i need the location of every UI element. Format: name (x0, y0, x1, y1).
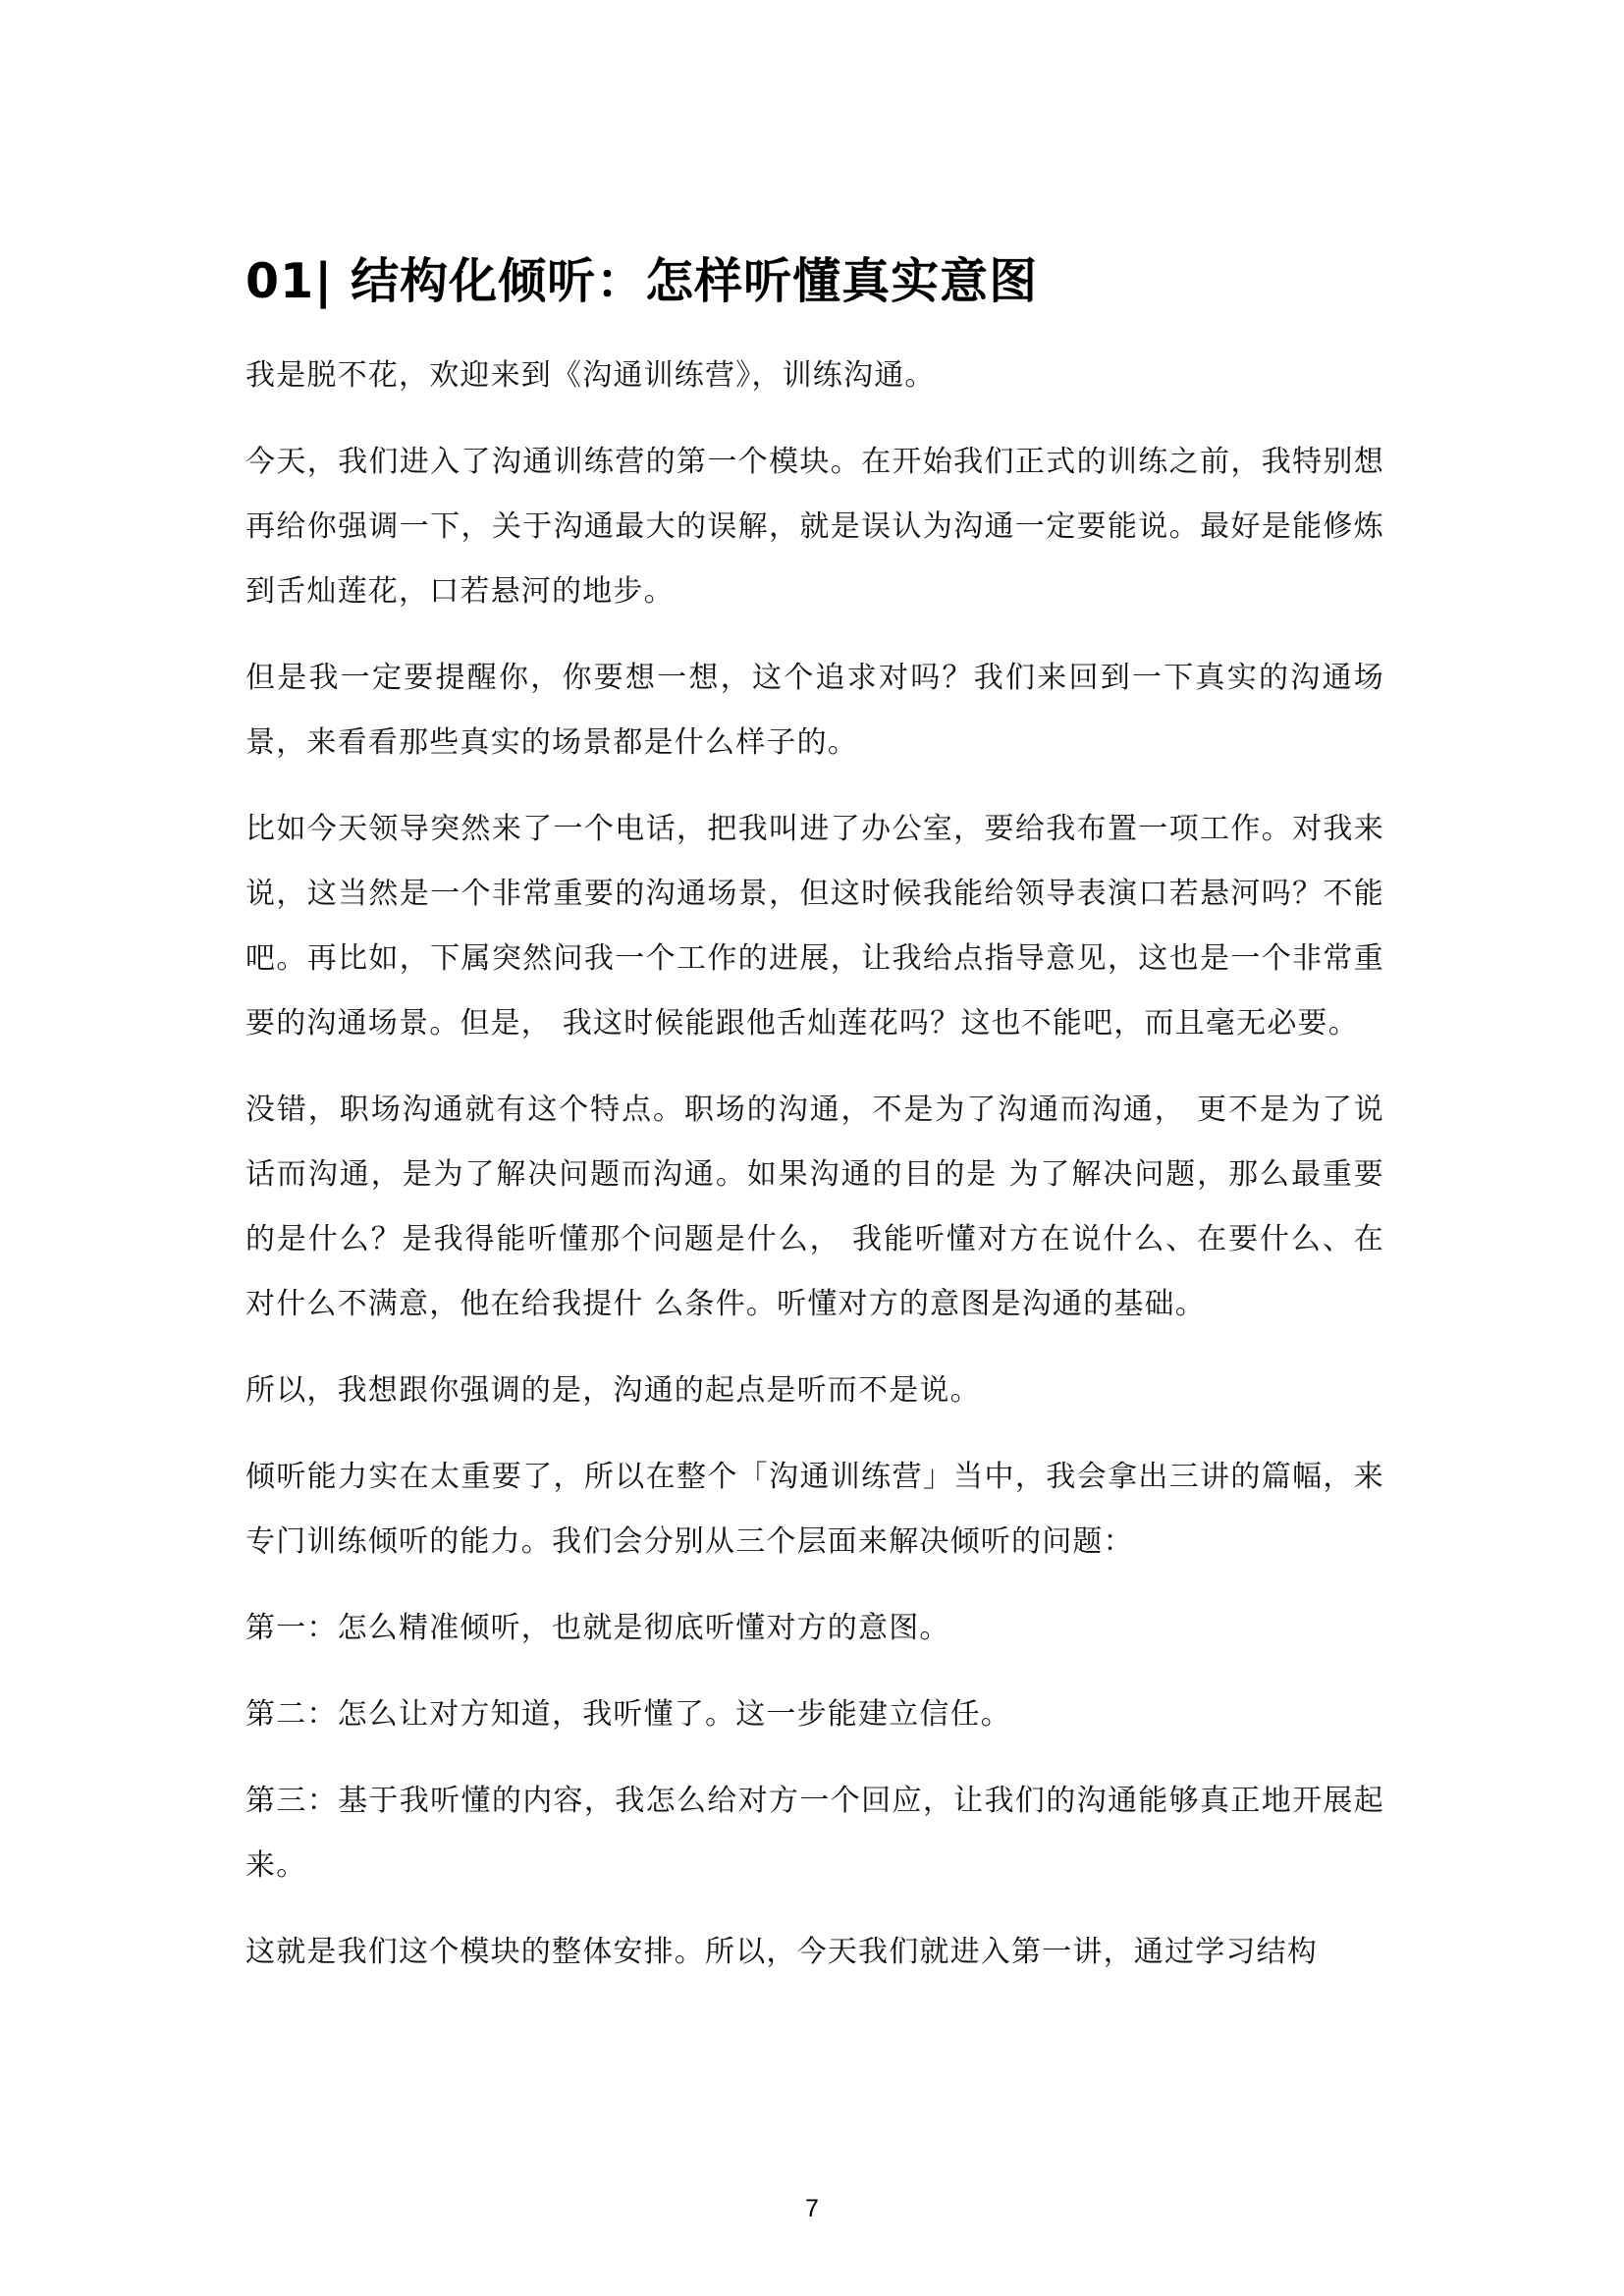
paragraph: 第二：怎么让对方知道，我听懂了。这一步能建立信任。 (245, 1697, 1011, 1732)
paragraph: 我是脱不花，欢迎来到《沟通训练营》，训练沟通。 (245, 358, 936, 393)
page-number: 7 (805, 2195, 819, 2222)
paragraph: 今天，我们进入了沟通训练营的第一个模块。在开始我们正式的训练之前，我特别想再给你强调一下，关于沟通最大的误解，就是误认为沟通一定要能说。最好是能修炼到舌灿莲花，口若悬河的地步。 (245, 445, 1384, 609)
paragraph: 但是我一定要提醒你，你要想一想，这个追求对吗？我们来回到一下真实的沟通场景，来看看那些真实的场景都是什么样子的。 (245, 661, 1384, 760)
page-title: 01| 结构化倾听：怎样听懂真实意图 (245, 253, 1039, 309)
paragraph: 第一：怎么精准倾听，也就是彻底听懂对方的意图。 (245, 1611, 950, 1645)
paragraph: 没错，职场沟通就有这个特点。职场的沟通，不是为了沟通而沟通， 更不是为了说话而沟通，是为了解决问题而沟通。如果沟通的目的是 为了解决问题，那么最重要的是什么？是我得能听懂那个问题是什么， 我能听懂对方在说什么、在要什么、在对什么不满意，他在给我提什 么条件。听懂对方的意图是沟通的基础。 (245, 1093, 1384, 1321)
paragraph: 所以，我想跟你强调的是，沟通的起点是听而不是说。 (245, 1373, 981, 1408)
paragraph: 第三：基于我听懂的内容，我怎么给对方一个回应，让我们的沟通能够真正地开展起来。 (245, 1784, 1384, 1883)
paragraph: 这就是我们这个模块的整体安排。所以，今天我们就进入第一讲，通过学习结构 (245, 1935, 1318, 1969)
body-text (245, 344, 1384, 2006)
paragraph: 比如今天领导突然来了一个电话，把我叫进了办公室，要给我布置一项工作。对我来说，这当然是一个非常重要的沟通场景，但这时候我能给领导表演口若悬河吗？不能吧。再比如，下属突然问我一个工作的进展，让我给点指导意见，这也是一个非常重要的沟通场景。但是， 我这时候能跟他舌灿莲花吗？这也不能吧，而且毫无必要。 (245, 812, 1384, 1041)
paragraph: 倾听能力实在太重要了，所以在整个「沟通训练营」当中，我会拿出三讲的篇幅，来专门训练倾听的能力。我们会分别从三个层面来解决倾听的问题： (245, 1460, 1384, 1559)
